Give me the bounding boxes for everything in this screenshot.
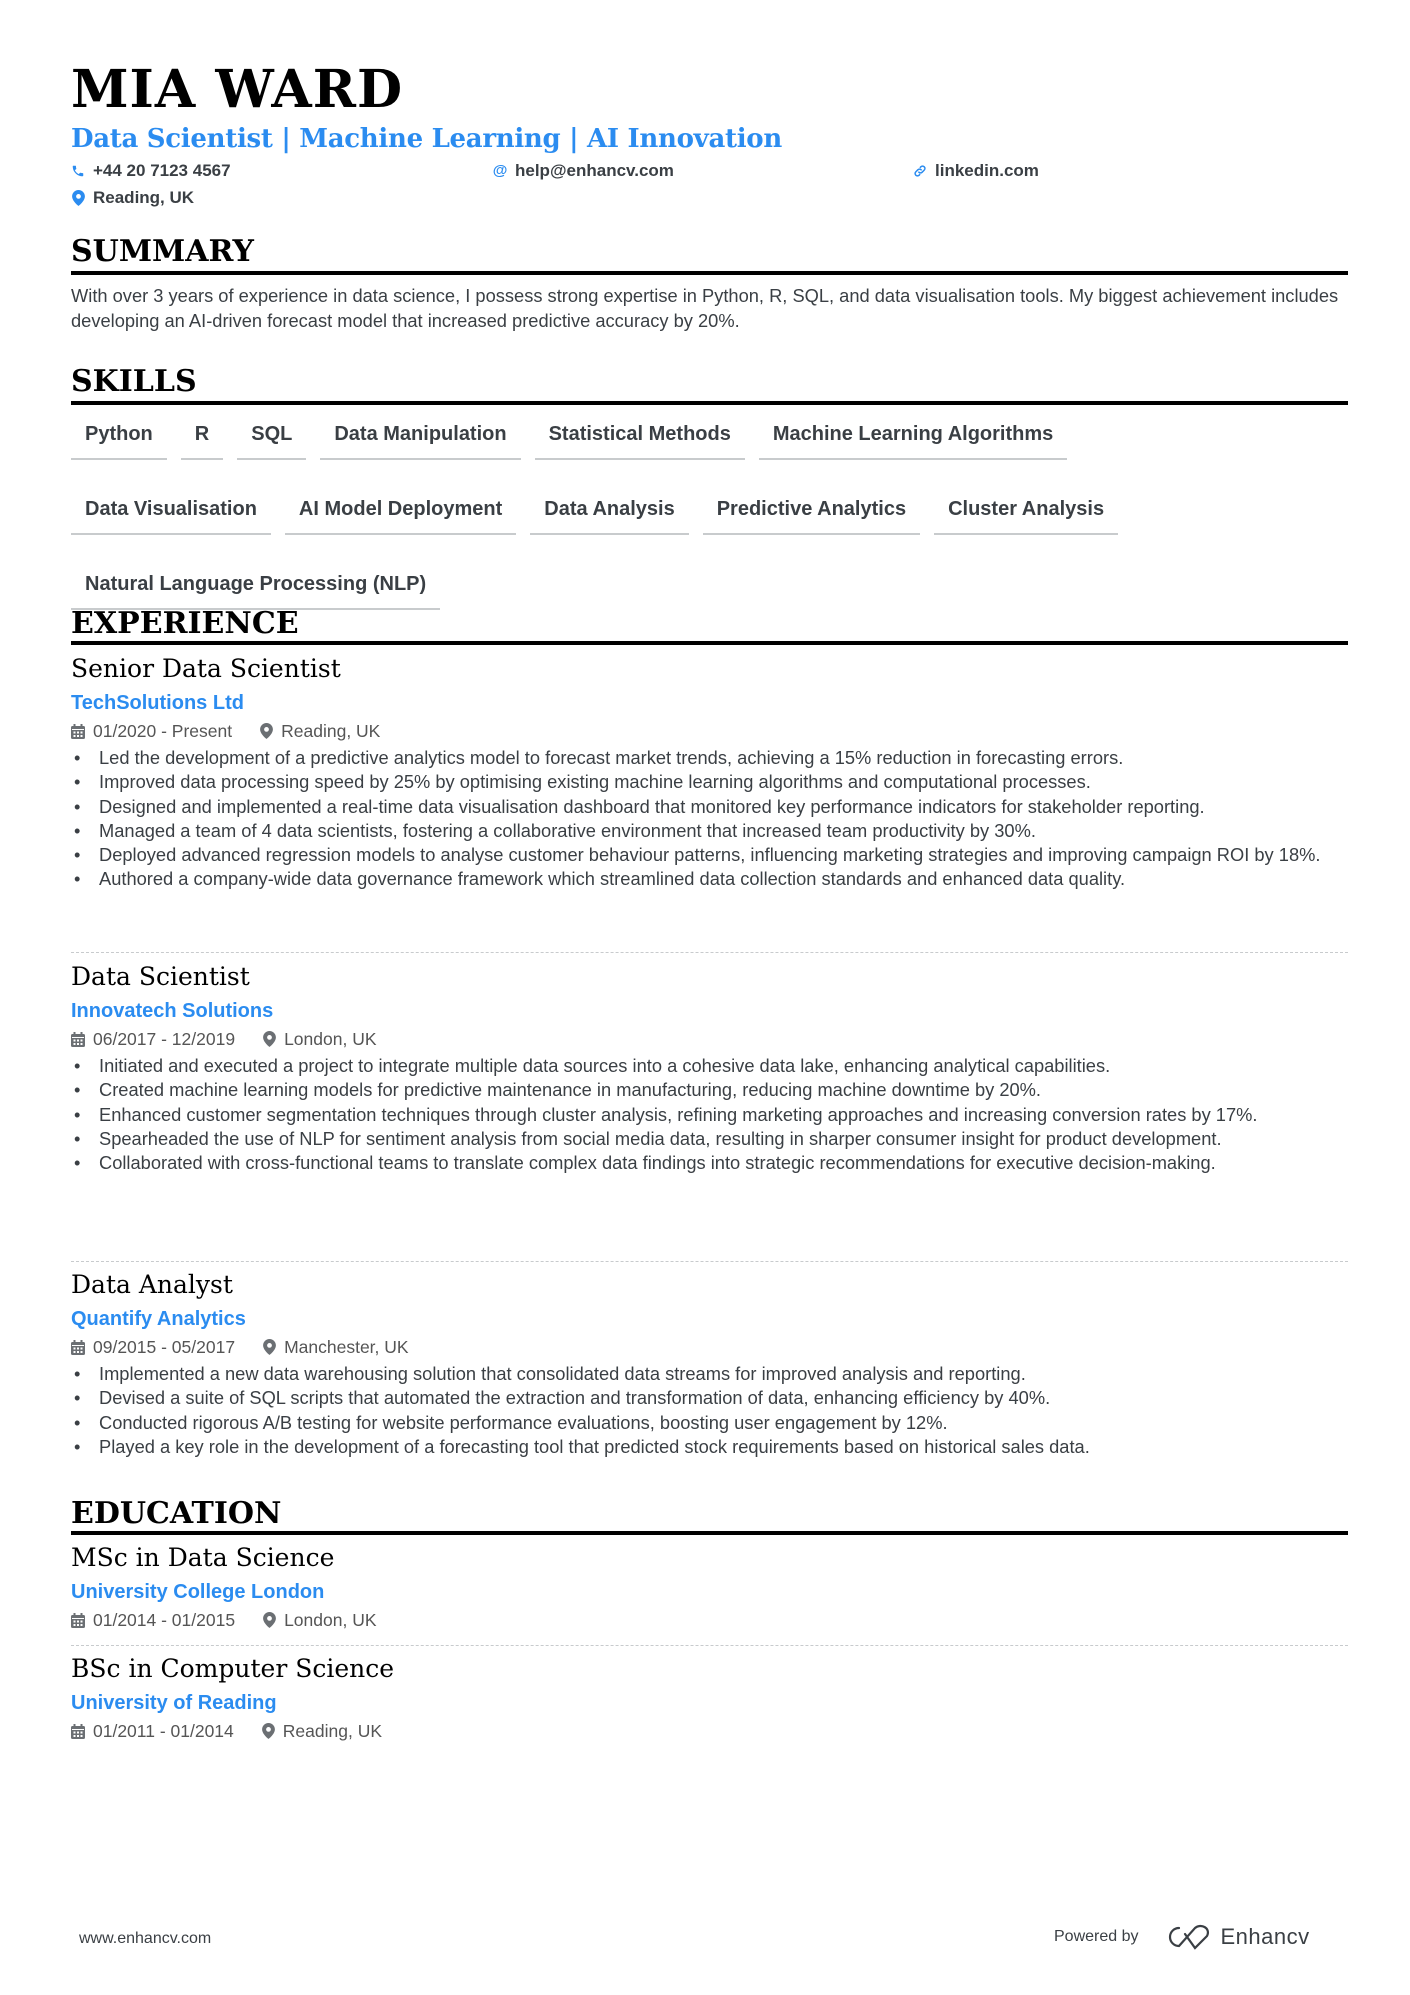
- job-bullets: [71, 1054, 1348, 1175]
- bullet: • Initiated and executed a project to integrate multiple data sources into a cohesive data lake, enhancing analytical capabilities.: [71, 1054, 1348, 1078]
- location-pin-icon: [263, 1031, 276, 1047]
- bullet: • Implemented a new data warehousing solution that consolidated data streams for improved analysis and reporting.: [71, 1362, 1348, 1386]
- skills-list: [71, 415, 1348, 610]
- education-dates: 01/2011 - 01/2014: [93, 1721, 234, 1741]
- at-icon: @: [492, 162, 508, 179]
- skill-tag: AI Model Deployment: [285, 490, 516, 535]
- experience-heading: EXPERIENCE: [71, 606, 299, 641]
- footer-website-link[interactable]: www.enhancv.com: [79, 1930, 212, 1947]
- candidate-name: MIA WARD: [71, 59, 404, 120]
- location-text: Reading, UK: [93, 188, 195, 207]
- job-dates: 01/2020 - Present: [93, 721, 233, 741]
- contact-phone: [71, 160, 231, 182]
- skill-tag: Python: [71, 415, 167, 460]
- bullet: • Played a key role in the development of a forecasting tool that predicted stock requirements based on historical sales data.: [71, 1435, 1348, 1459]
- bullet: • Deployed advanced regression models to analyse customer behaviour patterns, influencing marketing strategies and improving campaign ROI by 18%.: [71, 843, 1348, 867]
- phone-icon: [71, 164, 85, 178]
- job-location: London, UK: [284, 1029, 377, 1049]
- contact-linkedin[interactable]: [913, 160, 1039, 182]
- education-dates: 01/2014 - 01/2015: [93, 1610, 236, 1630]
- school: University of Reading: [71, 1692, 277, 1714]
- skill-tag: SQL: [237, 415, 306, 460]
- job-bullets: [71, 1362, 1348, 1459]
- linkedin-link[interactable]: linkedin.com: [935, 161, 1039, 180]
- enhancv-logo-icon: [1165, 1924, 1213, 1950]
- candidate-title: Data Scientist | Machine Learning | AI Innovation: [71, 124, 782, 154]
- skill-tag: Cluster Analysis: [934, 490, 1118, 535]
- job-meta: [71, 1026, 1348, 1052]
- bullet: • Devised a suite of SQL scripts that automated the extraction and transformation of data, enhancing efficiency by 40%.: [71, 1386, 1348, 1410]
- location-pin-icon: [71, 190, 85, 206]
- job-company: Quantify Analytics: [71, 1308, 246, 1330]
- calendar-icon: [71, 1613, 85, 1628]
- skill-tag: R: [181, 415, 223, 460]
- calendar-icon: [71, 724, 85, 739]
- bullet: • Conducted rigorous A/B testing for website performance evaluations, boosting user engagement by 12%.: [71, 1411, 1348, 1435]
- skill-tag: Predictive Analytics: [703, 490, 920, 535]
- location-pin-icon: [260, 723, 273, 739]
- bullet: • Spearheaded the use of NLP for sentiment analysis from social media data, resulting in sharper consumer insight for product development.: [71, 1127, 1348, 1151]
- bullet: • Authored a company-wide data governance framework which streamlined data collection standards and enhanced data quality.: [71, 867, 1348, 891]
- job-location: Reading, UK: [281, 721, 381, 741]
- education-entry: [71, 1652, 1348, 1744]
- summary-divider: [71, 271, 1348, 275]
- skill-tag: Natural Language Processing (NLP): [71, 565, 440, 610]
- skill-tag: Data Manipulation: [320, 415, 520, 460]
- contact-location: [71, 187, 194, 209]
- email-link[interactable]: help@enhancv.com: [515, 161, 674, 180]
- entry-separator: [71, 952, 1348, 953]
- calendar-icon: [71, 1340, 85, 1355]
- skill-tag: Statistical Methods: [535, 415, 745, 460]
- education-meta: [71, 1718, 1348, 1744]
- experience-entry: [71, 960, 1348, 1175]
- skill-tag: Data Analysis: [530, 490, 688, 535]
- contact-email[interactable]: [493, 160, 674, 182]
- school: University College London: [71, 1581, 325, 1603]
- skill-tag: Machine Learning Algorithms: [759, 415, 1067, 460]
- experience-divider: [71, 641, 1348, 645]
- enhancv-brand: Enhancv: [1220, 1924, 1310, 1949]
- phone-text: +44 20 7123 4567: [93, 161, 231, 180]
- bullet: • Managed a team of 4 data scientists, fostering a collaborative environment that increased team productivity by 30%.: [71, 819, 1348, 843]
- calendar-icon: [71, 1032, 85, 1047]
- education-location: London, UK: [284, 1610, 377, 1630]
- experience-entry: [71, 1268, 1348, 1459]
- job-location: Manchester, UK: [284, 1337, 409, 1357]
- entry-separator: [71, 1645, 1348, 1646]
- job-role: Data Analyst: [71, 1270, 233, 1299]
- summary-text: With over 3 years of experience in data science, I possess strong expertise in Python, R, SQL, and data visualisation tools. My biggest achievement includes developing an AI-driven forecast model that increased predictive accuracy by 20%.: [71, 285, 1339, 331]
- job-dates: 09/2015 - 05/2017: [93, 1337, 236, 1357]
- experience-entry: [71, 652, 1348, 892]
- location-pin-icon: [263, 1339, 276, 1355]
- bullet: • Designed and implemented a real-time data visualisation dashboard that monitored key performance indicators for stakeholder reporting.: [71, 795, 1348, 819]
- job-meta: [71, 718, 1348, 744]
- job-meta: [71, 1334, 1348, 1360]
- location-pin-icon: [263, 1612, 276, 1628]
- footer-branding[interactable]: [1054, 1924, 1310, 1950]
- job-company: TechSolutions Ltd: [71, 692, 244, 714]
- education-divider: [71, 1531, 1348, 1535]
- powered-by-label: Powered by: [1054, 1928, 1139, 1945]
- job-bullets: [71, 746, 1348, 892]
- calendar-icon: [71, 1724, 85, 1739]
- job-role: Data Scientist: [71, 962, 250, 991]
- job-company: Innovatech Solutions: [71, 1000, 274, 1022]
- education-meta: [71, 1607, 1348, 1633]
- bullet: • Created machine learning models for predictive maintenance in manufacturing, reducing machine downtime by 20%.: [71, 1078, 1348, 1102]
- bullet: • Improved data processing speed by 25% by optimising existing machine learning algorithms and computational processes.: [71, 770, 1348, 794]
- job-dates: 06/2017 - 12/2019: [93, 1029, 236, 1049]
- bullet: • Collaborated with cross-functional teams to translate complex data findings into strategic recommendations for executive decision-making.: [71, 1151, 1348, 1175]
- education-location: Reading, UK: [282, 1721, 383, 1741]
- skills-heading: SKILLS: [71, 364, 197, 399]
- location-pin-icon: [262, 1723, 275, 1739]
- degree: BSc in Computer Science: [71, 1654, 395, 1683]
- skill-tag: Data Visualisation: [71, 490, 271, 535]
- skills-divider: [71, 401, 1348, 405]
- job-role: Senior Data Scientist: [71, 654, 341, 683]
- education-entry: [71, 1541, 1348, 1633]
- link-icon: [913, 164, 927, 178]
- degree: MSc in Data Science: [71, 1543, 335, 1572]
- summary-heading: SUMMARY: [71, 234, 254, 269]
- bullet: • Enhanced customer segmentation techniques through cluster analysis, refining marketing approaches and increasing conversion rates by 17%.: [71, 1103, 1348, 1127]
- education-heading: EDUCATION: [71, 1496, 282, 1531]
- entry-separator: [71, 1261, 1348, 1262]
- bullet: • Led the development of a predictive analytics model to forecast market trends, achieving a 15% reduction in forecasting errors.: [71, 746, 1348, 770]
